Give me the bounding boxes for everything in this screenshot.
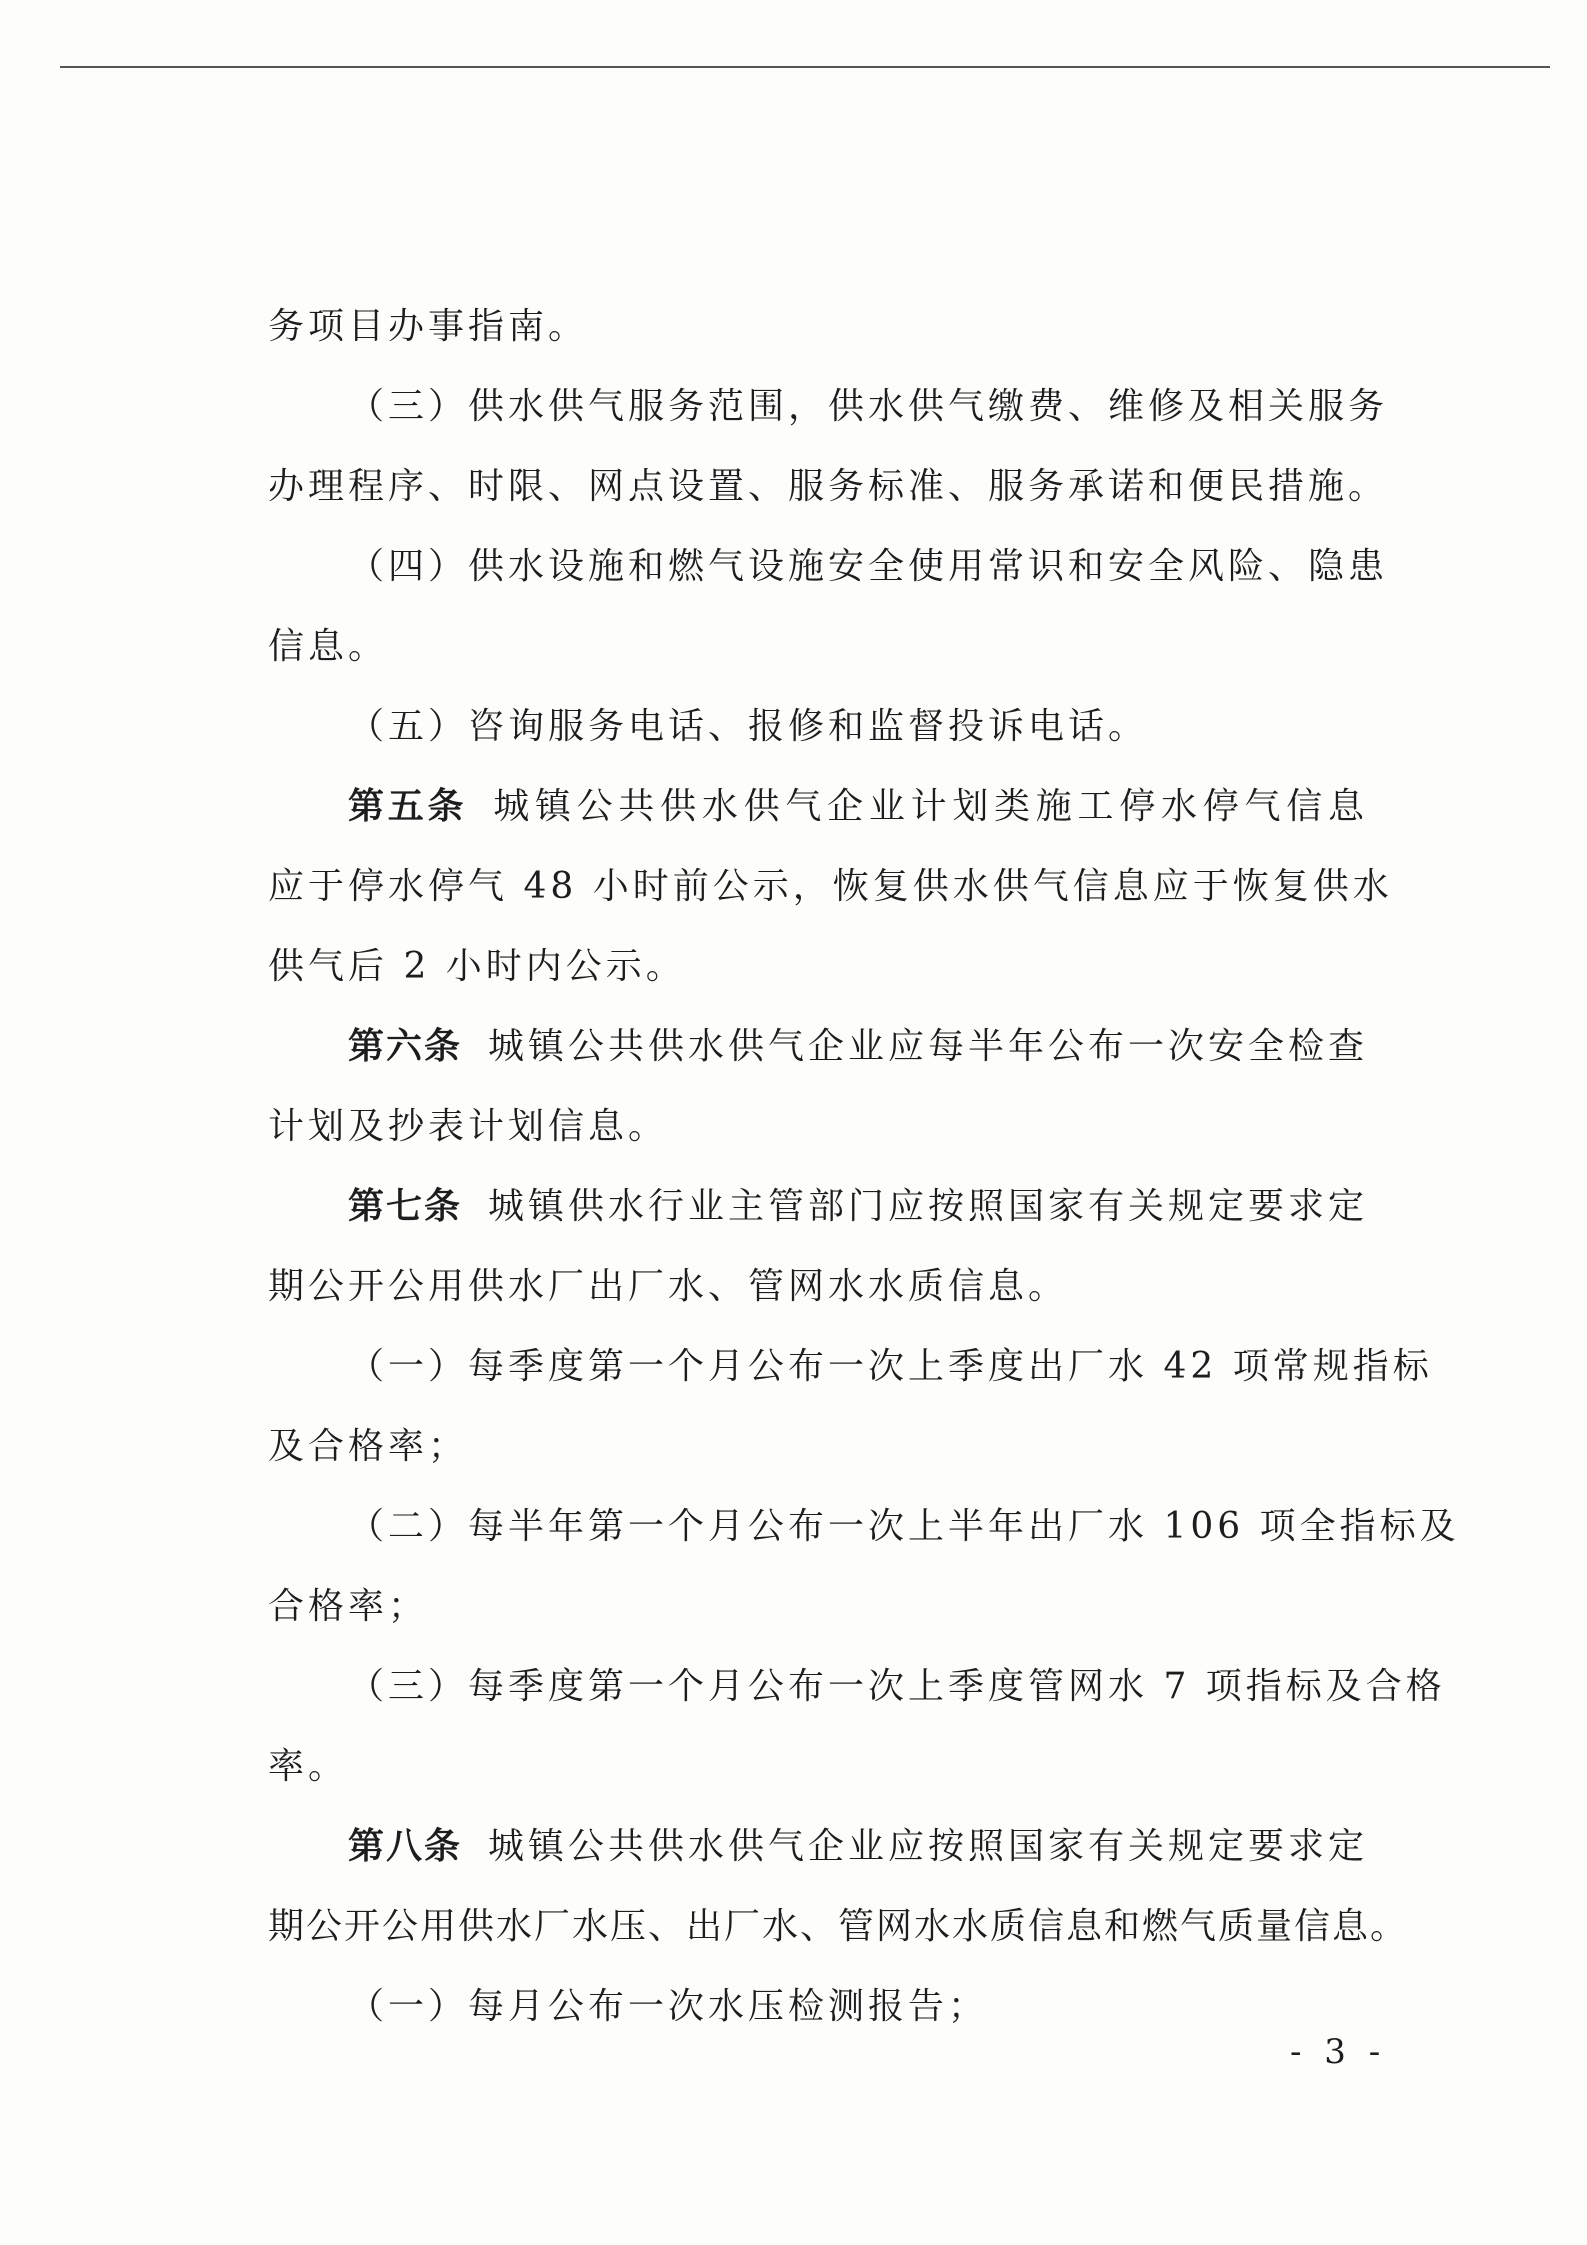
article-8-text: 城镇公共供水供气企业应按照国家有关规定要求定 <box>488 1826 1369 1867</box>
article-5-heading: 第五条 <box>348 786 468 827</box>
text-line: （一）每月公布一次水压检测报告； <box>348 1986 989 2027</box>
text-line: 供气后 2 小时内公示。 <box>268 946 686 987</box>
article-5-line <box>268 787 1368 827</box>
text-line: 期公开公用供水厂出厂水、管网水水质信息。 <box>268 1266 1069 1307</box>
text-line: 计划及抄表计划信息。 <box>268 1106 669 1147</box>
text-line: 务项目办事指南。 <box>268 306 589 347</box>
article-5-text: 城镇公共供水供气企业计划类施工停水停气信息 <box>493 786 1368 827</box>
page-number: - 3 - <box>1290 2032 1387 2072</box>
text-line: 及合格率； <box>268 1426 469 1467</box>
text-line: （一）每季度第一个月公布一次上季度出厂水 42 项常规指标 <box>348 1346 1433 1387</box>
text-line: （三）每季度第一个月公布一次上季度管网水 7 项指标及合格 <box>348 1666 1446 1707</box>
text-line: （二）每半年第一个月公布一次上半年出厂水 106 项全指标及 <box>348 1506 1460 1547</box>
article-7-heading: 第七条 <box>348 1186 463 1227</box>
text-line: 应于停水停气 48 小时前公示，恢复供水供气信息应于恢复供水 <box>268 866 1393 907</box>
text-line: 信息。 <box>268 626 389 667</box>
article-7-text: 城镇供水行业主管部门应按照国家有关规定要求定 <box>488 1186 1369 1227</box>
article-6-heading: 第六条 <box>348 1026 463 1067</box>
text-line: 办理程序、时限、网点设置、服务标准、服务承诺和便民措施。 <box>268 466 1389 507</box>
article-8-line <box>268 1827 1368 1867</box>
text-line: 期公开公用供水厂水压、出厂水、管网水水质信息和燃气质量信息。 <box>268 1906 1409 1947</box>
article-6-line <box>268 1027 1368 1067</box>
article-6-text: 城镇公共供水供气企业应每半年公布一次安全检查 <box>488 1026 1369 1067</box>
header-rule <box>60 66 1550 68</box>
article-7-line <box>268 1187 1368 1227</box>
article-8-heading: 第八条 <box>348 1826 463 1867</box>
text-line: （四）供水设施和燃气设施安全使用常识和安全风险、隐患 <box>348 546 1389 587</box>
text-line: （五）咨询服务电话、报修和监督投诉电话。 <box>348 706 1149 747</box>
text-line: 合格率； <box>268 1586 429 1627</box>
text-line: 率。 <box>268 1746 349 1787</box>
text-line: （三）供水供气服务范围，供水供气缴费、维修及相关服务 <box>348 386 1389 427</box>
